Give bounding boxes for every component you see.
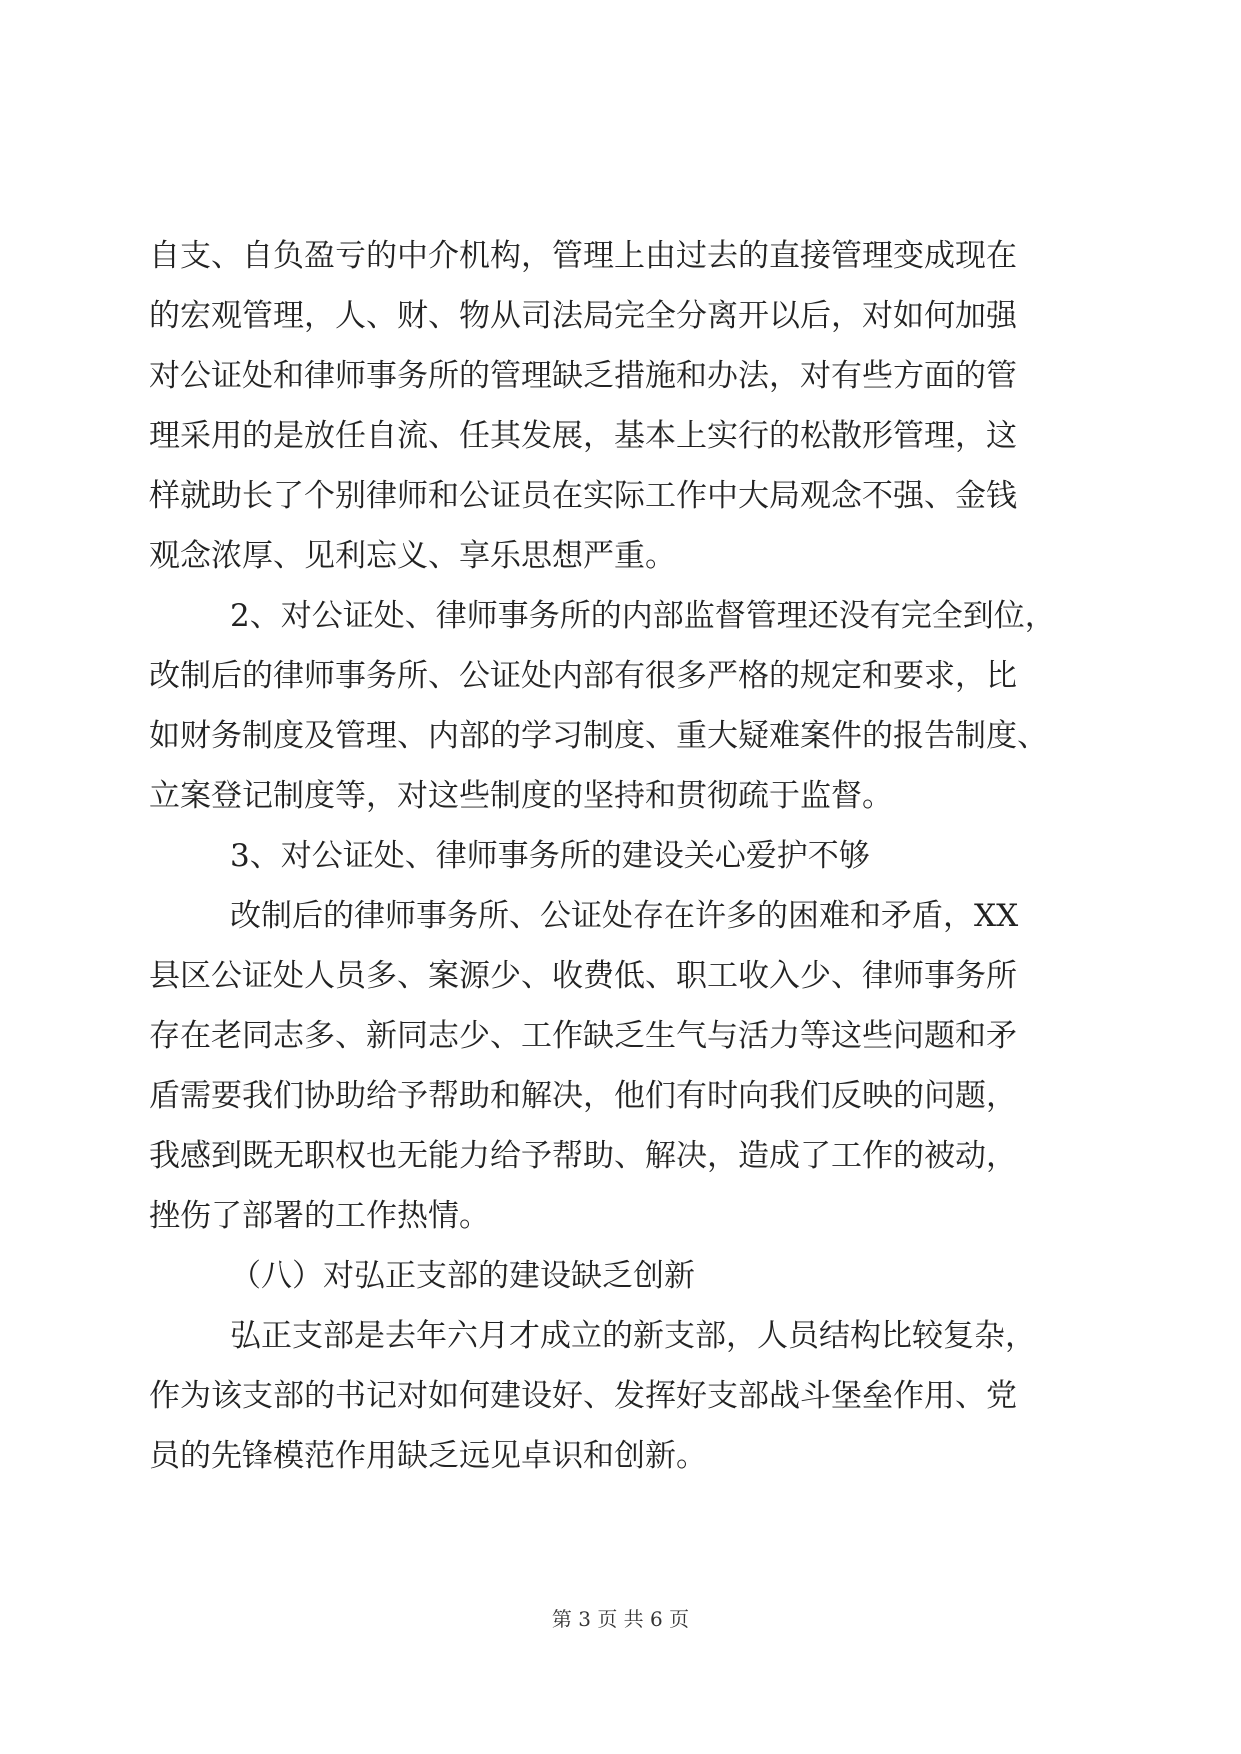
page-number-footer: 第 3 页 共 6 页 [551,1607,690,1631]
text-line: 2、对公证处、律师事务所的内部监督管理还没有完全到位， [230,598,1056,634]
section-heading: （八）对弘正支部的建设缺乏创新 [230,1258,695,1294]
text-line: 县区公证处人员多、案源少、收费低、职工收入少、律师事务所 [149,958,1017,994]
text-line: 3、对公证处、律师事务所的建设关心爱护不够 [230,838,870,874]
text-line: 立案登记制度等，对这些制度的坚持和贯彻疏于监督。 [149,778,893,814]
text-line: 盾需要我们协助给予帮助和解决，他们有时向我们反映的问题， [149,1078,1017,1114]
text-line: 改制后的律师事务所、公证处存在许多的困难和矛盾，XX [230,898,1019,934]
text-line: 员的先锋模范作用缺乏远见卓识和创新。 [149,1438,707,1474]
text-line: 的宏观管理，人、财、物从司法局完全分离开以后，对如何加强 [149,298,1017,334]
text-line: 样就助长了个别律师和公证员在实际工作中大局观念不强、金钱 [149,478,1017,514]
text-line: 自支、自负盈亏的中介机构，管理上由过去的直接管理变成现在 [149,238,1017,274]
text-line: 如财务制度及管理、内部的学习制度、重大疑难案件的报告制度、 [149,718,1048,754]
text-line: 弘正支部是去年六月才成立的新支部，人员结构比较复杂， [230,1318,1036,1354]
text-line: 改制后的律师事务所、公证处内部有很多严格的规定和要求，比 [149,658,1017,694]
text-line: 挫伤了部署的工作热情。 [149,1198,490,1234]
text-line: 观念浓厚、见利忘义、享乐思想严重。 [149,538,676,574]
text-line: 我感到既无职权也无能力给予帮助、解决，造成了工作的被动， [149,1138,1017,1174]
text-line: 理采用的是放任自流、任其发展，基本上实行的松散形管理，这 [149,418,1017,454]
text-line: 作为该支部的书记对如何建设好、发挥好支部战斗堡垒作用、党 [149,1378,1017,1414]
text-line: 存在老同志多、新同志少、工作缺乏生气与活力等这些问题和矛 [149,1018,1017,1054]
text-line: 对公证处和律师事务所的管理缺乏措施和办法，对有些方面的管 [149,358,1017,394]
